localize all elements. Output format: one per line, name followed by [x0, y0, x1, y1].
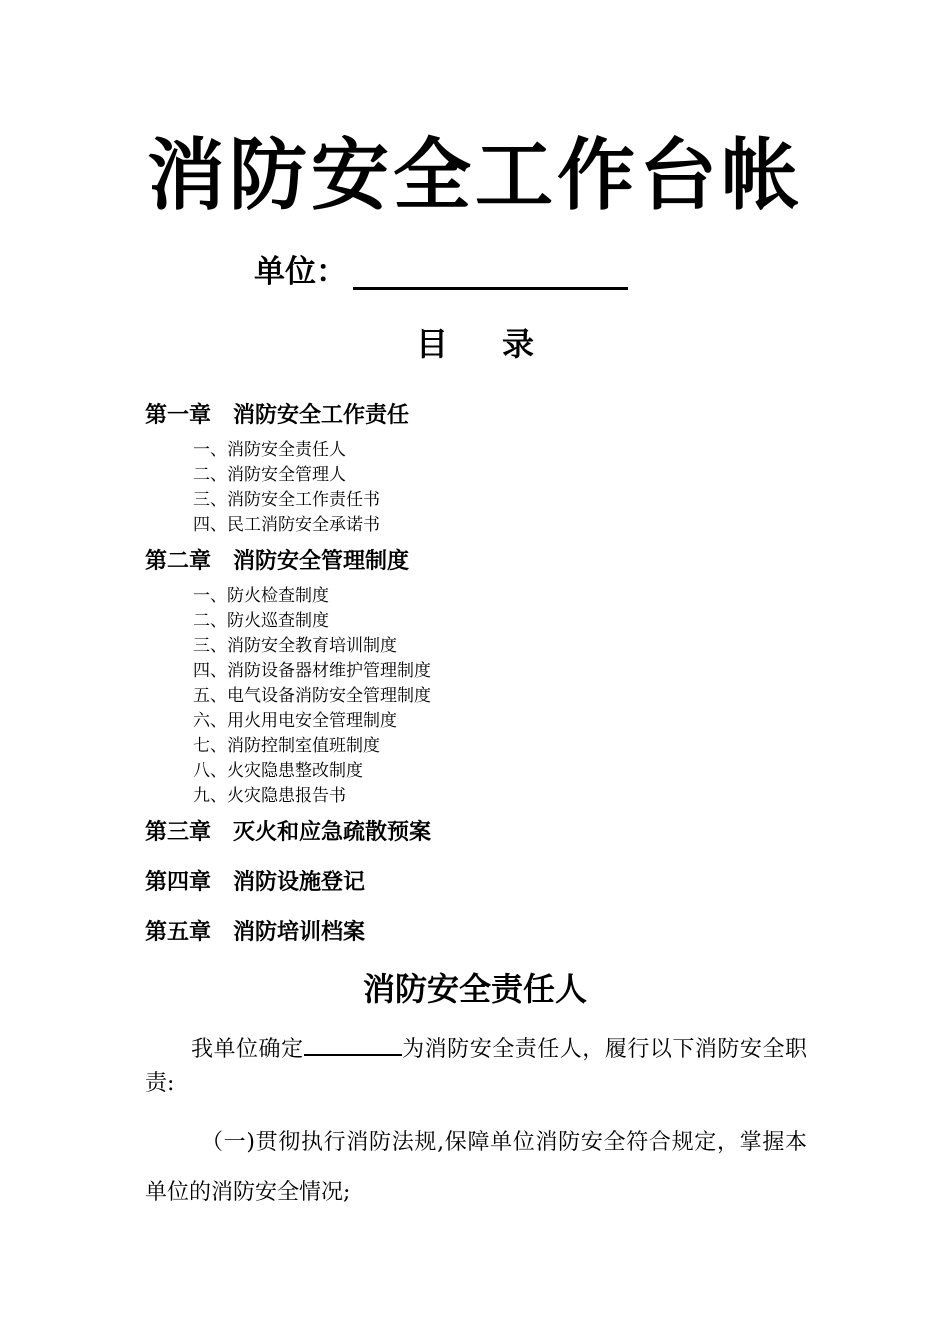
toc-item: 六、用火用电安全管理制度 [193, 711, 397, 731]
toc-item: 八、火灾隐患整改制度 [193, 761, 363, 781]
toc-chapter-2-items [193, 584, 845, 809]
toc-item: 二、消防安全管理人 [193, 465, 346, 485]
paragraph-text-after-blank: 为消防安全责任人，履行以下消防安全职责: [145, 1037, 807, 1096]
toc-chapter-1-items [193, 438, 845, 538]
toc-chapter-4: 第四章 消防设施登记 [145, 870, 366, 895]
toc-item: 二、防火巡查制度 [193, 611, 329, 631]
toc-item: 四、民工消防安全承诺书 [193, 515, 380, 535]
name-blank-line [304, 1032, 402, 1056]
toc-item: 三、消防安全工作责任书 [193, 490, 380, 510]
section-title: 消防安全责任人 [362, 970, 587, 1008]
toc-chapter-2: 第二章 消防安全管理制度 [145, 549, 410, 574]
document-title: 消防安全工作台帐 [146, 131, 803, 221]
table-of-contents [145, 398, 845, 951]
toc-item: 五、电气设备消防安全管理制度 [193, 686, 431, 706]
toc-item: 七、消防控制室值班制度 [193, 736, 380, 756]
toc-title: 目录 [415, 325, 588, 363]
toc-chapter-5: 第五章 消防培训档案 [145, 920, 366, 945]
toc-item: 九、火灾隐患报告书 [193, 786, 346, 806]
toc-item: 一、防火检查制度 [193, 586, 329, 606]
unit-blank-line [353, 287, 628, 290]
paragraph-duty-1: （一)贯彻执行消防法规,保障单位消防安全符合规定，掌握本单位的消防安全情况; [145, 1130, 807, 1205]
paragraph-responsible-person [145, 1032, 807, 1101]
toc-item: 一、消防安全责任人 [193, 440, 346, 460]
toc-chapter-3: 第三章 灭火和应急疏散预案 [145, 820, 432, 845]
toc-item: 四、消防设备器材维护管理制度 [193, 661, 431, 681]
toc-chapter-1: 第一章 消防安全工作责任 [145, 403, 410, 428]
paragraph-text-before-blank: 我单位确定 [191, 1037, 304, 1062]
unit-field [254, 252, 628, 292]
unit-label: 单位： [254, 254, 347, 290]
toc-item: 三、消防安全教育培训制度 [193, 636, 397, 656]
